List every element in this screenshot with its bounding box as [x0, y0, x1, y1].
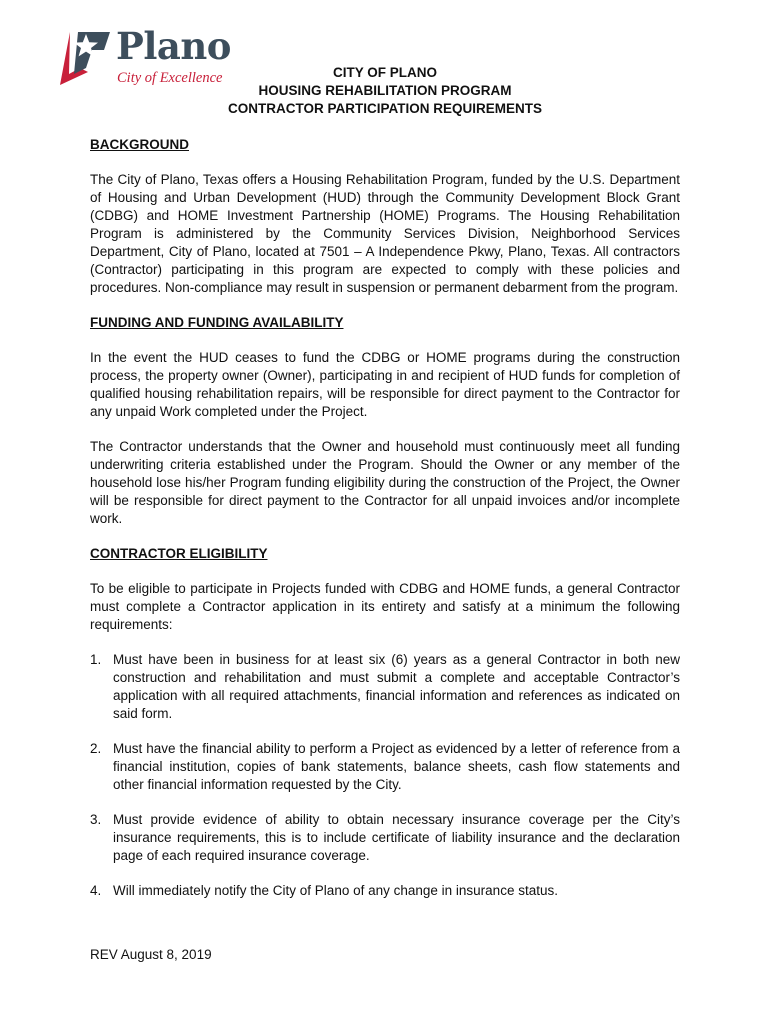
- list-item: [90, 651, 680, 723]
- paragraph-funding-2: The Contractor understands that the Owner and household must continuously meet all funding underwriting criteria established under the Program. Should the Owner or any member of the household lose his/her Program funding eligibility during the construction of the Project, the Owner will be responsible for direct payment to the Contractor for all unpaid invoices and/or incomplete work.: [90, 439, 680, 526]
- revision-footer: REV August 8, 2019: [90, 947, 212, 962]
- list-item: [90, 882, 680, 900]
- paragraph-background: The City of Plano, Texas offers a Housing Rehabilitation Program, funded by the U.S. Department of Housing and Urban Development (HUD) through the Community Development Block Grant (CDBG) and HOME Investment Partnership (HOME) Programs. The Housing Rehabilitation Program is administered by the Community Services Division, Neighborhood Services Department, City of Plano, located at 7501 – A Independence Pkwy, Plano, Texas. All contractors (Contractor) participating in this program are expected to comply with these policies and procedures. Non-compliance may result in suspension or permanent debarment from the program.: [90, 172, 680, 295]
- list-item-text: Must have the financial ability to perform a Project as evidenced by a letter of reference from a financial institution, copies of bank statements, balance sheets, cash flow statements and other financial information requested by the City.: [113, 741, 680, 792]
- list-item-text: Must have been in business for at least six (6) years as a general Contractor in both new construction and rehabilitation and must submit a complete and acceptable Contractor’s application with all required attachments, financial information and references as indicated on said form.: [113, 652, 680, 721]
- heading-funding: FUNDING AND FUNDING AVAILABILITY: [90, 315, 344, 330]
- paragraph-eligibility-intro: To be eligible to participate in Projects funded with CDBG and HOME funds, a general Contractor must complete a Contractor application in its entirety and satisfy at a minimum the following requirements:: [90, 581, 680, 632]
- list-item: [90, 811, 680, 865]
- heading-eligibility: CONTRACTOR ELIGIBILITY: [90, 546, 268, 561]
- list-item-number: 1.: [90, 652, 102, 667]
- heading-background: BACKGROUND: [90, 137, 189, 152]
- logo-tagline: City of Excellence: [117, 70, 223, 86]
- list-item-number: 4.: [90, 883, 102, 898]
- title-line-city: CITY OF PLANO: [332, 65, 437, 80]
- list-item-number: 2.: [90, 741, 102, 756]
- requirements-list: [90, 651, 680, 900]
- list-item-text: Must provide evidence of ability to obtain necessary insurance coverage per the City’s insurance requirements, this is to include certificate of liability insurance and the declaration page of each required insurance coverage.: [113, 812, 680, 863]
- title-line-requirements: CONTRACTOR PARTICIPATION REQUIREMENTS: [227, 101, 542, 116]
- list-item: [90, 740, 680, 794]
- document-body: [90, 136, 680, 917]
- document-title: [90, 64, 680, 118]
- list-item-number: 3.: [90, 812, 102, 827]
- title-line-program: HOUSING REHABILITATION PROGRAM: [258, 83, 512, 98]
- paragraph-funding-1: In the event the HUD ceases to fund the CDBG or HOME programs during the construction process, the property owner (Owner), participating in and recipient of HUD funds for completion of qualified housing rehabilitation repairs, will be responsible for direct payment to the Contractor for any unpaid Work completed under the Project.: [90, 350, 680, 419]
- logo-wordmark: Plano: [116, 24, 231, 68]
- list-item-text: Will immediately notify the City of Plano of any change in insurance status.: [113, 883, 558, 898]
